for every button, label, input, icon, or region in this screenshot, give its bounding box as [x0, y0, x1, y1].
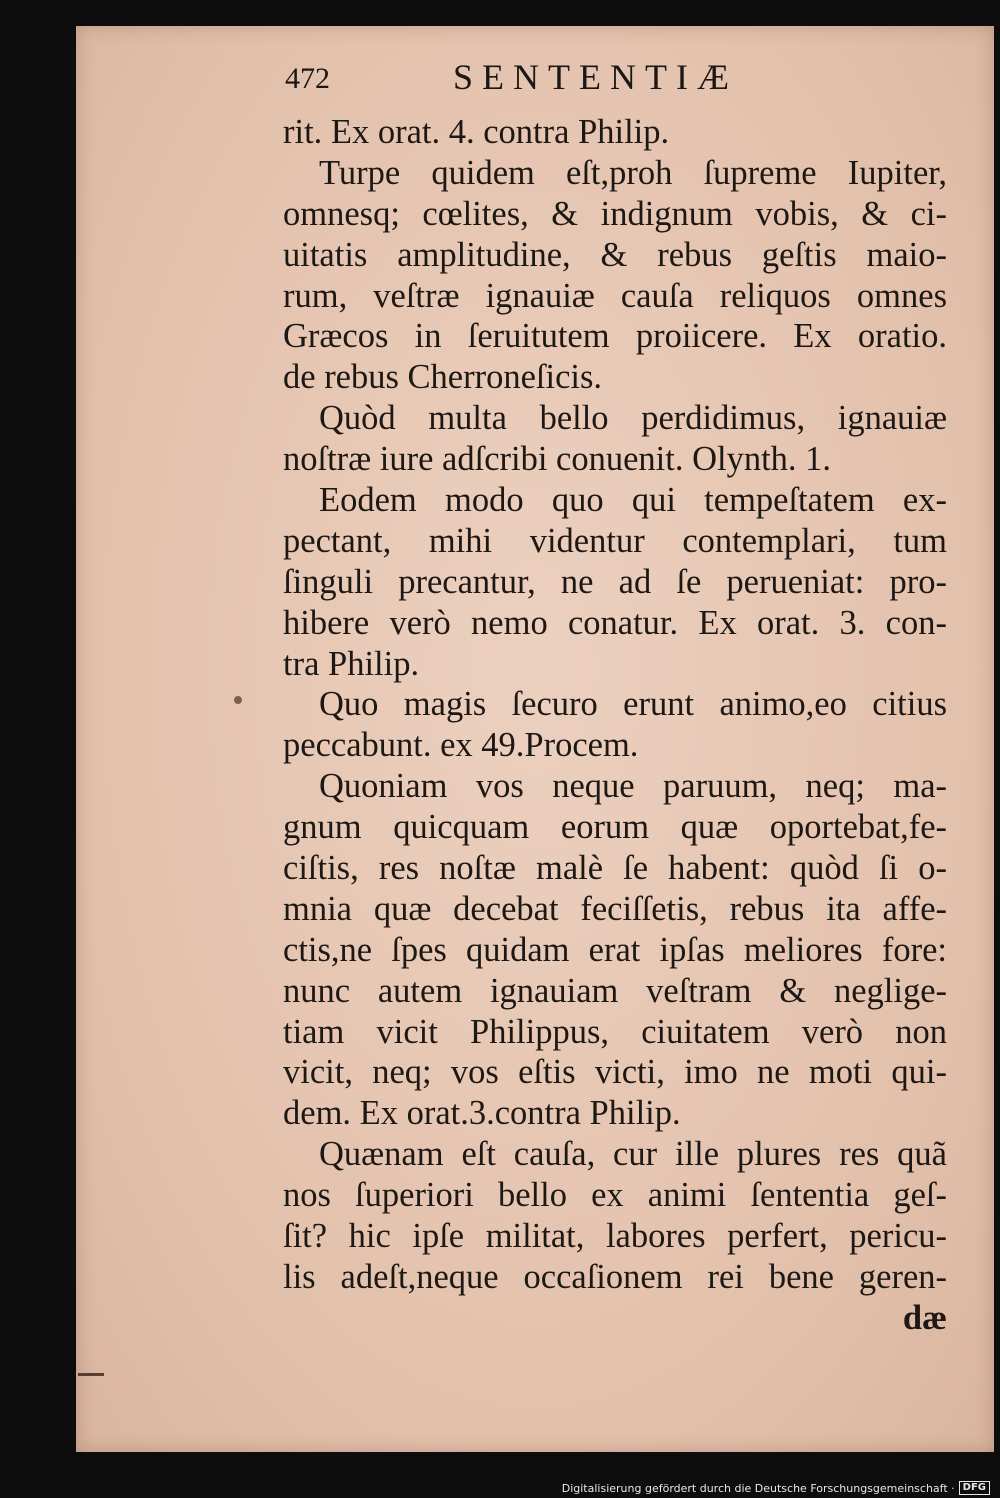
- text-line: rit. Ex orat. 4. contra Philip.: [283, 113, 670, 151]
- ink-spot: [234, 696, 242, 704]
- text-line: hibere verò nemo conatur. Ex orat. 3. con-: [283, 603, 947, 642]
- text-line: noſtræ iure adſcribi conuenit. Olynth. 1.: [283, 440, 832, 479]
- text-line: Turpe quidem eſt,proh ſupreme Iupiter,: [319, 153, 947, 192]
- footer-credit: [562, 1481, 990, 1495]
- credit-text: Digitalisierung gefördert durch die Deutsche Forschungsgemeinschaft ·: [561, 1481, 955, 1495]
- text-line: peccabunt. ex 49.Procem.: [283, 726, 639, 765]
- text-line: vicit, neq; vos eſtis victi, imo ne moti qui-: [283, 1053, 947, 1092]
- text-line: nos ſuperiori bello ex animi ſententia geſ-: [283, 1176, 947, 1215]
- text-line: lis adeſt,neque occaſionem rei bene geren-: [283, 1257, 947, 1296]
- text-line: ctis,ne ſpes quidam erat ipſas meliores fore:: [283, 930, 947, 969]
- text-line: Græcos in ſeruitutem proiicere. Ex oratio.: [283, 317, 947, 356]
- text-line: tiam vicit Philippus, ciuitatem verò non: [283, 1012, 947, 1051]
- text-line: gnum quicquam eorum quæ oportebat,fe-: [283, 808, 947, 847]
- text-line: Quoniam vos neque paruum, neq; ma-: [319, 767, 947, 806]
- text-line: Quænam eſt cauſa, cur ille plures res quã: [319, 1135, 947, 1174]
- text-line: ſit? hic ipſe militat, labores perfert, pericu-: [283, 1217, 947, 1256]
- dfg-logo[interactable]: DFG: [959, 1481, 990, 1495]
- body-text: [283, 112, 947, 1339]
- text-line: de rebus Cherroneſicis.: [283, 358, 603, 397]
- text-line: dem. Ex orat.3.contra Philip.: [283, 1094, 681, 1133]
- text-line: ciſtis, res noſtæ malè ſe habent: quòd ſi o-: [283, 849, 947, 888]
- text-line: uitatis amplitudine, & rebus geſtis maio-: [283, 235, 947, 274]
- text-line: Quòd multa bello perdidimus, ignauiæ: [319, 399, 947, 438]
- text-line: rum, veſtræ ignauiæ cauſa reliquos omnes: [283, 276, 947, 315]
- text-line: Quo magis ſecuro erunt animo,eo citius: [319, 685, 947, 724]
- text-line: dæ: [902, 1298, 947, 1337]
- text-line: omnesq; cœlites, & indignum vobis, & ci-: [283, 194, 947, 233]
- text-line: mnia quæ decebat feciſſetis, rebus ita affe-: [283, 889, 947, 928]
- text-line: tra Philip.: [283, 644, 420, 683]
- running-title: SENTENTIÆ: [453, 57, 738, 97]
- margin-mark: [78, 1373, 104, 1376]
- text-line: ſinguli precantur, ne ad ſe perueniat: pro-: [283, 562, 947, 601]
- text-line: nunc autem ignauiam veſtram & neglige-: [283, 971, 947, 1010]
- page-number: 472: [285, 62, 330, 95]
- page-header: [285, 56, 805, 102]
- text-line: pectant, mihi videntur contemplari, tum: [283, 521, 947, 560]
- text-line: Eodem modo quo qui tempeſtatem ex-: [319, 481, 947, 520]
